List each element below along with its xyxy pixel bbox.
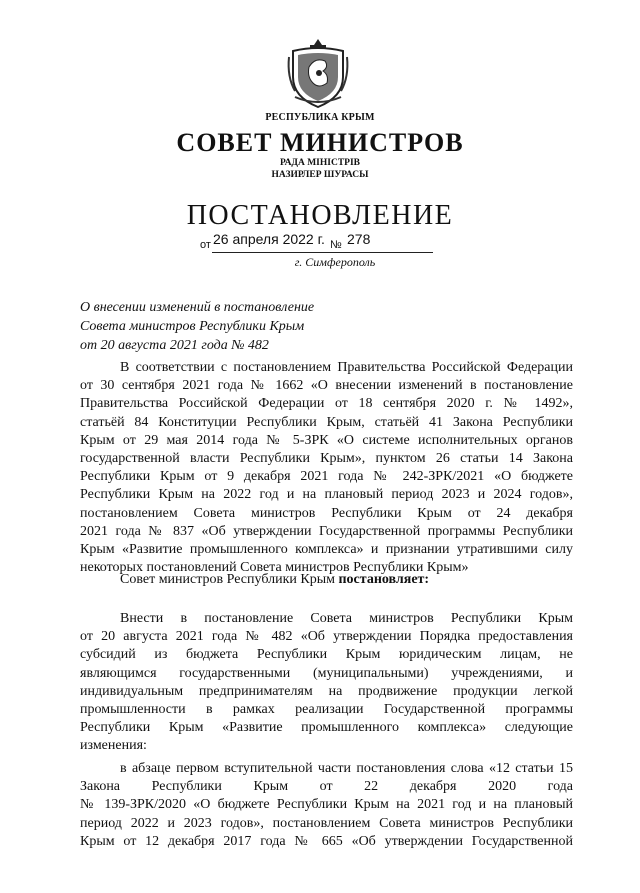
preamble-paragraph: [80, 359, 573, 577]
text-line: период 2022 и 2023 годов», постановлением Совета министров Республики: [80, 815, 573, 831]
text-line: некоторых постановлений Совета министров Республики Крым»: [80, 560, 469, 576]
text-line: В соответствии с постановлением Правительства Российской Федерации: [120, 360, 573, 375]
text-line: Правительства Российской Федерации от 18 сентября 2020 г. № 1492»,: [80, 396, 573, 412]
text-line: от 30 сентября 2021 года № 1662 «О внесении изменений в постановление: [80, 378, 573, 394]
text-line: государственной власти Республики Крым», пунктом 26 статьи 14 Закона: [80, 450, 573, 466]
text-line: изменения:: [80, 738, 147, 754]
title-line: от 20 августа 2021 года № 482: [80, 338, 269, 353]
text-line: в абзаце первом вступительной части постановления слова «12 статьи 15: [120, 761, 573, 776]
council-name: СОВЕТ МИНИСТРОВ: [176, 128, 464, 157]
text-line: Крым от 12 декабря 2017 года № 665 «Об утверждении Государственной: [80, 833, 573, 849]
text-line: субсидий из бюджета Республики Крым юридическим лицам, не: [80, 647, 573, 663]
text-line: статьёй 84 Конституции Республики Крым, статьёй 41 Закона Республики: [80, 414, 573, 430]
resolution-line: [80, 571, 573, 589]
document-date: 26 апреля 2022 г.: [213, 231, 325, 247]
resolution-verb: постановляет:: [338, 572, 430, 587]
underline: [212, 252, 433, 253]
text-line: постановлением Совета министров Республики Крым от 24 декабря: [80, 505, 573, 521]
text-line: промышленности в рамках реализации Государственной программы: [80, 701, 573, 717]
text-line: Республики Крым «Развитие промышленного комплекса» следующие: [80, 720, 573, 736]
title-line: Совета министров Республики Крым: [80, 319, 305, 334]
document-type: ПОСТАНОВЛЕНИЕ: [186, 200, 454, 231]
document-title: [80, 298, 314, 355]
title-line: О внесении изменений в постановление: [80, 300, 315, 315]
council-name-ukrainian: РАДА МІНІСТРІВ: [279, 158, 360, 168]
text-line: № 139-ЗРК/2020 «О бюджете Республики Крым на 2021 год и на плановый: [80, 797, 573, 813]
text-line: Внести в постановление Совета министров Республики Крым: [120, 611, 573, 626]
date-number-line: [200, 231, 440, 253]
text-line: Крым «Развитие промышленного комплекса» и признании утратившими силу: [80, 541, 573, 557]
text-line: Республики Крым на 2022 год и на плановый период 2023 и 2024 годов»,: [80, 487, 573, 503]
from-label: от: [200, 239, 211, 251]
number-label: №: [330, 239, 342, 251]
city: г. Симферополь: [294, 255, 376, 269]
text-line: 2021 года № 837 «Об утверждении Государственной программы Республики: [80, 523, 573, 539]
text-line: Крым от 29 мая 2014 года № 5-ЗРК «О системе исполнительных органов: [80, 432, 573, 448]
change-paragraph: [80, 760, 573, 851]
text-line: индивидуальным предпринимателям на продвижение продукции легкой: [80, 683, 573, 699]
document-number: 278: [347, 231, 371, 247]
text-line: Закона Республики Крым от 22 декабря 2020 года: [80, 779, 573, 795]
republic-name: РЕСПУБЛИКА КРЫМ: [265, 112, 375, 123]
text-line: являющимся государственными (муниципальными) учреждениями, и: [80, 665, 573, 681]
crimea-coat-of-arms-icon: [285, 37, 351, 109]
amendment-paragraph: [80, 610, 573, 756]
text-line: от 20 августа 2021 года № 482 «Об утверждении Порядка предоставления: [80, 629, 573, 645]
resolution-prefix: Совет министров Республики Крым: [120, 572, 339, 587]
council-name-crimean-tatar: НАЗИРЛЕР ШУРАСЫ: [271, 170, 369, 180]
text-line: Республики Крым от 9 декабря 2021 года № 242-ЗРК/2021 «О бюджете: [80, 469, 573, 485]
